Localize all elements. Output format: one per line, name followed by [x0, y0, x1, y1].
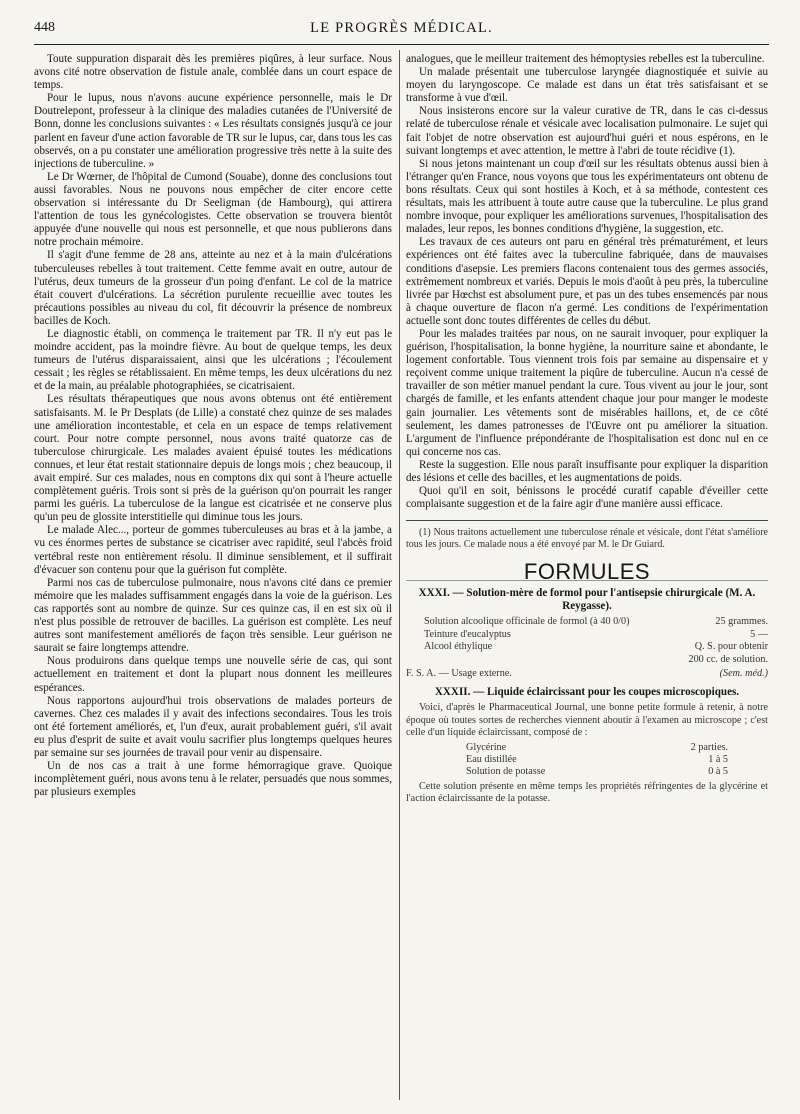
paragraph: Le malade Alec..., porteur de gommes tuberculeuses au bras et à la jambe, a vu ces énormes pertes de substance se cicatriser avec rapidité, seul l'abcès froid vertébral reste non entièrement résolu. Il diminue sensiblement, et il suffirait d'évacuer son contenu pour que la guérison fut complète.: [34, 524, 392, 576]
paragraph: Les travaux de ces auteurs ont paru en général très prématurément, et leurs expériences ont été faites avec la tuberculine fabriquée, dans de mauvaises conditions d'asepsie. Les premiers flacons contenaient tous des germes associés, extrêmement nombreux et variés. Depuis le mois d'août à peu près, la tuberculine livrée par Hœchst est absolument pure, et pas un des tubes ensemencés par nous à chaque ouverture de flacon n'a germé. Les conditions de l'expérimentation actuelle sont donc toutes différentes de celles du début.: [406, 236, 768, 327]
paragraph: Parmi nos cas de tuberculose pulmonaire, nous n'avons cité dans ce premier mémoire que les malades suffisamment engagés dans la voie de la guérison. Les cas rapportés sont au nombre de quinze. Sur ces quinze cas, il en est six où il n'est plus possible de retrouver de bacilles. La guérison est complète. Les neuf autres sont manifestement améliorés de façon très sensible. Leur guérison ne saurait se faire longtemps attendre.: [34, 576, 392, 655]
ingredient-name: Teinture d'eucalyptus: [424, 628, 511, 640]
formula-32: [406, 686, 768, 805]
ingredient-name: Eau distillée: [466, 754, 517, 766]
ingredient-name: Solution de potasse: [466, 766, 546, 778]
formula-intro: Voici, d'après le Pharmaceutical Journal, une bonne petite formule à retenir, à notre époque où toutes sortes de recherches viennent aboutir à l'examen au microscope ; c'est celle d'un liquide éclaircissant, composé de :: [406, 702, 768, 739]
ingredient-name: Alcool éthylique: [424, 641, 493, 653]
usage-note: F. S. A. — Usage externe.: [406, 668, 512, 679]
ingredient-name: Solution alcoolique officinale de formol (à 40 0/0): [424, 616, 630, 628]
ingredient-row: [424, 616, 768, 628]
formula-outro: Cette solution présente en même temps les propriétés réfringentes de la glycérine et l'action éclaircissante de la potasse.: [406, 780, 768, 805]
formula-usage: [406, 668, 768, 680]
paragraph: Les résultats thérapeutiques que nous avons obtenus ont été entièrement satisfaisants. M. le Pr Desplats (de Lille) a constaté chez quinze de ses malades une amélioration incontestable, et cela en un espace de temps relativement court. Pour notre compte personnel, nous avons traité quatorze cas de tuberculose chirurgicale. Les malades avaient épuisé toutes les médications connues, et leur état restait stationnaire depuis de longs mois ; chez beaucoup, il avait empiré. Sur ces malades, nous en comptons dix qui sont à l'heure actuelle complètement guéris. Trois sont si près de la guérison qu'on pourrait les ranger parmi les guéris. La tuberculose de la langue est cicatrisée et ne conserve plus qu'un peu de glossite interstitielle qui diminue tous les jours.: [34, 393, 392, 524]
paragraph: Pour les malades traitées par nous, on ne saurait invoquer, pour expliquer la guérison, l'hospitalisation, la bonne hygiène, la nourriture saine et abondante, le logement confortable. Tous viennent trois fois par semaine au dispensaire et y reçoivent comme unique traitement la piqûre de tuberculine. Aucun n'a cessé de travailler de son métier manuel pendant la cure. Tous vivent au jour le jour, sont chargés de famille, et les enfants attendent chaque jour pour manger le modeste gain journalier. Les vêtements sont de misérables haillons, et, de ce côté seulement, les dames patronesses de l'Œuvre ont pu améliorer la situation. L'argument de l'influence prépondérante de l'hospitalisation est donc nul en ce qui concerne nos cas.: [406, 327, 768, 458]
footnote: [406, 527, 768, 551]
formula-31: [406, 587, 768, 680]
paragraph: analogues, que le meilleur traitement des hémoptysies rebelles est la tuberculine.: [406, 53, 765, 65]
paragraph: Un malade présentait une tuberculose laryngée diagnostiquée et suivie au moyen du laryngoscope. Ce malade est dans un état très satisfaisant et se transforme à vue d'œil.: [406, 66, 768, 105]
formula-title: XXXI. — Solution-mère de formol pour l'antisepsie chirurgicale (M. A. Reygasse).: [418, 587, 756, 613]
formules-heading: FORMULES: [406, 565, 768, 581]
ingredient-qty: 5 —: [750, 628, 768, 640]
paragraph: Il s'agit d'une femme de 28 ans, atteinte au nez et à la main d'ulcérations tuberculeuses rebelles à tout traitement. Cette femme avait en outre, autour de l'utérus, deux tumeurs de la grosseur d'un poing d'enfant. Le col de la matrice était couvert d'ulcérations. La sécrétion purulente recueillie avec toutes les précautions possibles au niveau du col, fit découvrir la présence de nombreux bacilles de Koch.: [34, 249, 392, 327]
header-rule: [34, 44, 769, 45]
paragraph: Si nous jetons maintenant un coup d'œil sur les résultats obtenus aussi bien à l'étranger qu'en France, nous voyons que tous les expérimentateurs ont obtenu de bons résultats. Ceux qui sont hostiles à Koch, et à sa méthode, contestent ces résultats, mais les attribuent à toute autre cause que la tuberculine. Le plus grand nombre invoque, pour expliquer les améliorations survenues, l'hospitalisation des malades, leur repos, les bonnes conditions d'hygiène, la suggestion, etc.: [406, 157, 768, 236]
source-note: (Sem. méd.): [719, 668, 768, 679]
formula-title: XXXII. — Liquide éclaircissant pour les coupes microscopiques.: [434, 686, 740, 699]
paragraph: Le diagnostic établi, on commença le traitement par TR. Il n'y eut pas le moindre accident, pas la moindre fièvre. Au bout de quelque temps, les deux tumeurs de l'utérus disparaissaient, ainsi que les ulcérations ; l'écoulement cessait ; les règles se rétablissaient. En même temps, les deux ulcérations du nez et de la main, au préalable photographiées, se cicatrisaient.: [34, 327, 392, 393]
ingredient-row: [466, 754, 728, 766]
paragraph: Nous insisterons encore sur la valeur curative de TR, dans le cas ci-dessus relaté de tuberculose rénale et vésicale avec localisation pulmonaire. Le sujet qui fait l'objet de notre observation est aujourd'hui guéri et nous espérons, en le suivant longtemps et avec attention, le mettre à l'abri de toute récidive (1).: [406, 105, 768, 157]
ingredient-qty: 0 à 5: [708, 766, 728, 778]
ingredient-row: [466, 766, 728, 778]
footnote-text: (1) Nous traitons actuellement une tuberculose rénale et vésicale, dont l'état s'améliore tous les jours. Ce malade nous a été envoyé par M. le Dr Guiard.: [406, 527, 768, 551]
ingredient-row: [466, 742, 728, 754]
ingredient-qty: 2 parties.: [690, 741, 728, 753]
ingredient-qty: 200 cc. de solution.: [688, 653, 768, 665]
paragraph: Le Dr Wœrner, de l'hôpital de Cumond (Souabe), donne des conclusions tout aussi favorables. Nous ne pouvons nous empêcher de citer encore cette observation si intéressante du Dr Seeligman (de Hambourg), qui attirera l'attention de tous les gynécologistes. Cette observation se trouvera bientôt appuyée d'une nouvelle qui nous est personnelle, et que nous publierons dans notre prochain mémoire.: [34, 170, 392, 249]
formula-ingredients: [466, 742, 728, 779]
paragraph: Nous rapportons aujourd'hui trois observations de malades porteurs de cavernes. Chez ces malades il y avait des infections secondaires. Tous les trois ont été fortement améliorés, et, l'un d'eux, aurait probablement guéri, s'il avait eu plus d'esprit de suite et avait voulu sacrifier plus longtemps quelques heures par semaine sur ses journées de travail pour venir au dispensaire.: [34, 694, 392, 759]
page-header: [34, 20, 769, 42]
ingredient-qty: 1 à 5: [708, 754, 728, 766]
ingredient-row: [424, 654, 768, 666]
paragraph: Nous produirons dans quelque temps une nouvelle série de cas, qui sont actuellement en traitement et dont la plupart nous donnent les meilleures espérances.: [34, 655, 392, 694]
paragraph: Pour le lupus, nous n'avons aucune expérience personnelle, mais le Dr Doutrelepont, professeur à la clinique des maladies cutanées de l'Université de Bonn, donne les conclusions suivantes : « Les résultats consignés jusqu'à ce jour parlent en faveur d'une action favorable de TR sur le lupus, car, dans tous les cas observés, on a pu constater une amélioration progressive très nette à la suite des injections de tuberculine. »: [34, 92, 392, 170]
paragraph: Un de nos cas a trait à une forme hémorragique grave. Quoique incomplètement guéri, nous avons tenu à le relater, persuadés que nous sommes, par plusieurs exemples: [34, 760, 392, 799]
paragraph: Toute suppuration disparait dès les premières piqûres, à leur surface. Nous avons cité notre observation de fistule anale, comblée dans un court espace de temps.: [34, 53, 392, 92]
right-column: [406, 53, 768, 806]
paragraph: Reste la suggestion. Elle nous paraît insuffisante pour expliquer la disparition des lésions et celle des bacilles, et les augmentations de poids.: [406, 458, 768, 484]
paragraph: Quoi qu'il en soit, bénissons le procédé curatif capable d'éveiller cette complaisante suggestion et de la faire agir d'une manière aussi efficace.: [406, 485, 768, 511]
formula-ingredients: [424, 616, 768, 666]
running-title: LE PROGRÈS MÉDICAL.: [310, 20, 493, 36]
ingredient-row: [424, 629, 768, 641]
left-column: [34, 53, 392, 799]
ingredient-qty: 25 grammes.: [715, 616, 768, 628]
ingredient-qty: Q. S. pour obtenir: [694, 641, 768, 653]
ingredient-name: Glycérine: [466, 741, 507, 753]
column-divider: [399, 50, 400, 1100]
footnote-rule: [406, 520, 768, 521]
page-number: 448: [34, 20, 55, 35]
ingredient-row: [424, 641, 768, 653]
